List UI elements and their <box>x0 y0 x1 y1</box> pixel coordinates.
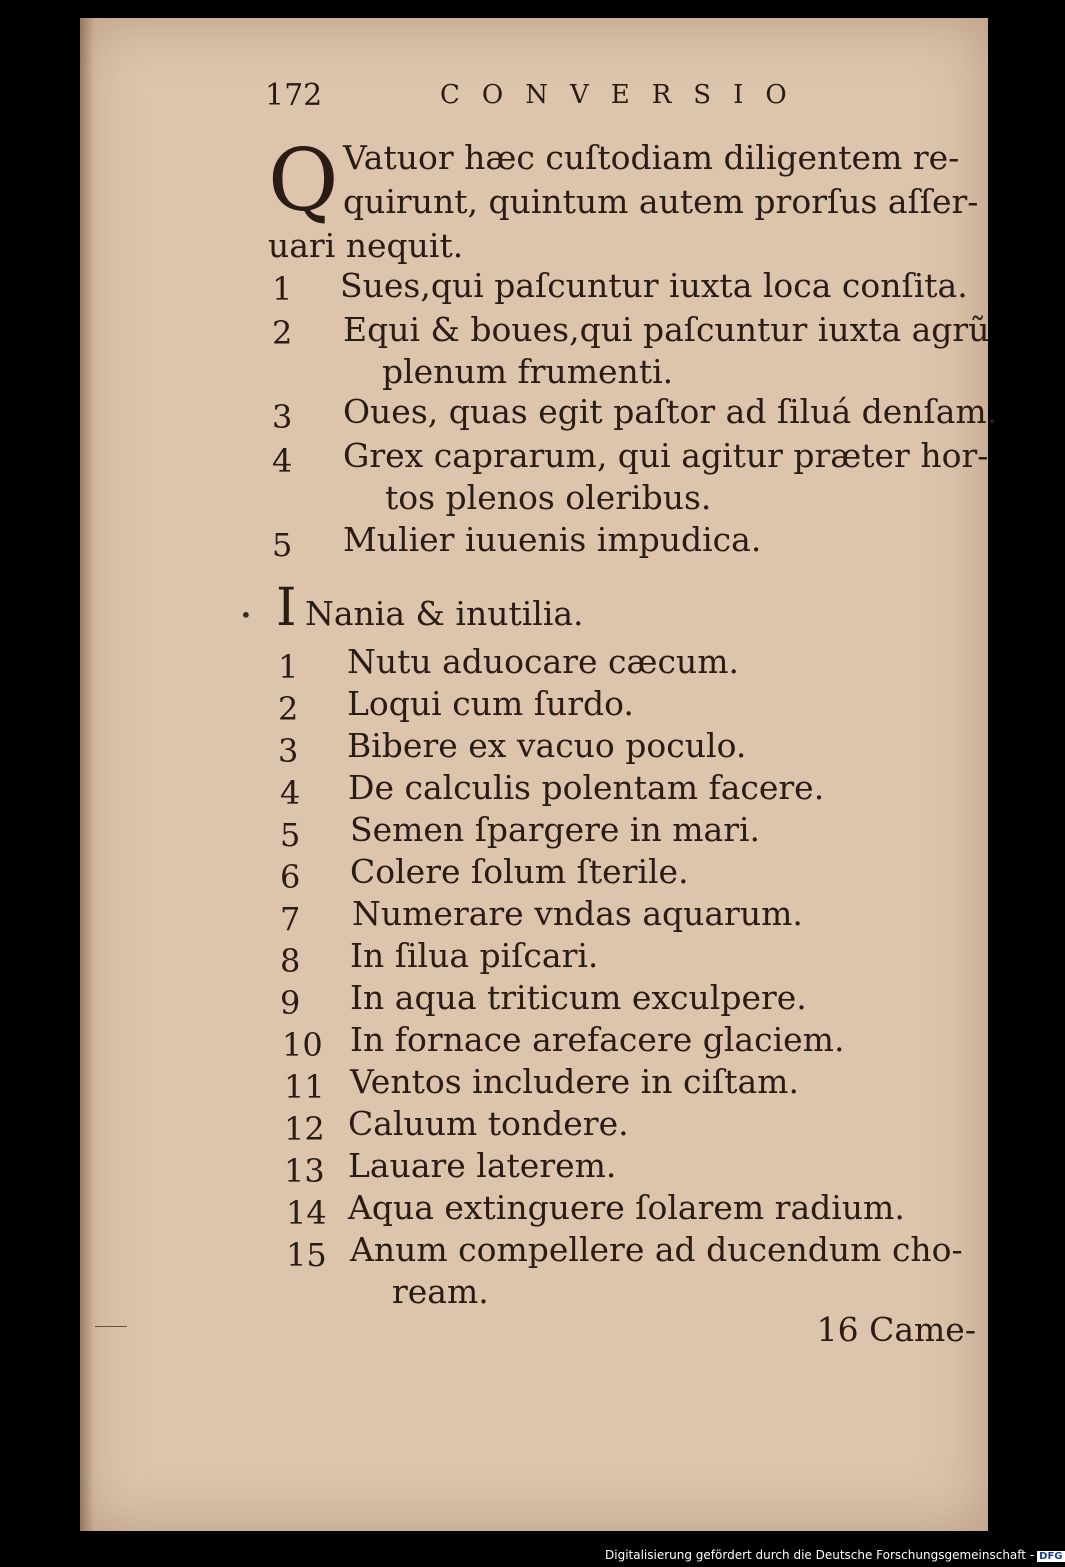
page-number: 172 <box>265 78 323 113</box>
list-item: Anum compellere ad ducendum cho- <box>350 1230 963 1269</box>
item-number: 8 <box>280 942 301 980</box>
dfg-logo: DFG <box>1039 1551 1063 1562</box>
section-initial: I <box>276 578 297 638</box>
list-item: Sues,qui paſcuntur iuxta loca conſita. <box>340 266 968 305</box>
item-number: 7 <box>280 900 301 938</box>
item-number: 5 <box>272 526 293 564</box>
list-item: Semen ſpargere in mari. <box>350 810 761 849</box>
item-number: 12 <box>284 1110 325 1148</box>
item-number: 11 <box>284 1068 325 1106</box>
item-number: 3 <box>272 398 293 436</box>
list-item: Numerare vndas aquarum. <box>352 894 803 933</box>
catchword: 16 Came- <box>816 1310 976 1349</box>
list-item: De calculis polentam facere. <box>348 768 825 807</box>
list-item: Colere ſolum ſterile. <box>350 852 689 891</box>
section-heading: Nania & inutilia. <box>305 594 584 633</box>
drop-cap: Q <box>268 131 339 231</box>
item-number: 15 <box>286 1236 327 1274</box>
item-number: 5 <box>280 816 301 854</box>
item-number: 4 <box>280 774 301 812</box>
footer-text: Digitalisierung gefördert durch die Deutsche Forschungsgemeinschaft - <box>605 1548 1035 1562</box>
item-number: 10 <box>282 1026 323 1064</box>
list-item-continuation: plenum frumenti. <box>382 352 674 391</box>
list-item: Grex caprarum, qui agitur præter hor- <box>343 436 989 475</box>
list-item-continuation: ream. <box>392 1272 489 1311</box>
list-item: Oues, quas egit paſtor ad ſiluá denſam. <box>343 392 998 431</box>
item-number: 1 <box>278 648 299 686</box>
list-item: Bibere ex vacuo poculo. <box>347 726 747 765</box>
list-item: Loqui cum ſurdo. <box>347 684 634 723</box>
item-number: 13 <box>284 1152 325 1190</box>
item-number: 9 <box>280 984 301 1022</box>
item-number: 14 <box>286 1194 327 1232</box>
list-item: Equi & boues,qui paſcuntur iuxta agrũ <box>343 310 990 349</box>
list-item: Caluum tondere. <box>348 1104 629 1143</box>
item-number: 3 <box>278 732 299 770</box>
list-item: In aqua triticum exculpere. <box>350 978 807 1017</box>
list-item-continuation: tos plenos oleribus. <box>385 478 712 517</box>
list-item: In ſilua piſcari. <box>350 936 599 975</box>
intro-line: uari nequit. <box>268 226 464 265</box>
running-title: CONVERSIO <box>440 80 809 110</box>
item-number: 2 <box>278 690 299 728</box>
list-item: Aqua extinguere ſolarem radium. <box>348 1188 905 1227</box>
digitization-footer <box>605 1548 1065 1562</box>
intro-line: Vatuor hæc cuſtodiam diligentem re- <box>343 138 960 177</box>
item-number: 2 <box>272 314 293 352</box>
margin-rule <box>95 1326 127 1327</box>
list-item: In fornace arefacere glaciem. <box>350 1020 845 1059</box>
list-item: Nutu aduocare cæcum. <box>347 642 740 681</box>
margin-mark: • <box>240 603 252 627</box>
item-number: 6 <box>280 858 301 896</box>
list-item: Lauare laterem. <box>348 1146 617 1185</box>
item-number: 4 <box>272 442 293 480</box>
list-item: Mulier iuuenis impudica. <box>343 520 762 559</box>
item-number: 1 <box>272 270 293 308</box>
list-item: Ventos includere in ciſtam. <box>350 1062 799 1101</box>
intro-line: quirunt, quintum autem prorſus aſſer- <box>343 182 979 221</box>
page-gutter-shadow <box>80 18 94 1531</box>
